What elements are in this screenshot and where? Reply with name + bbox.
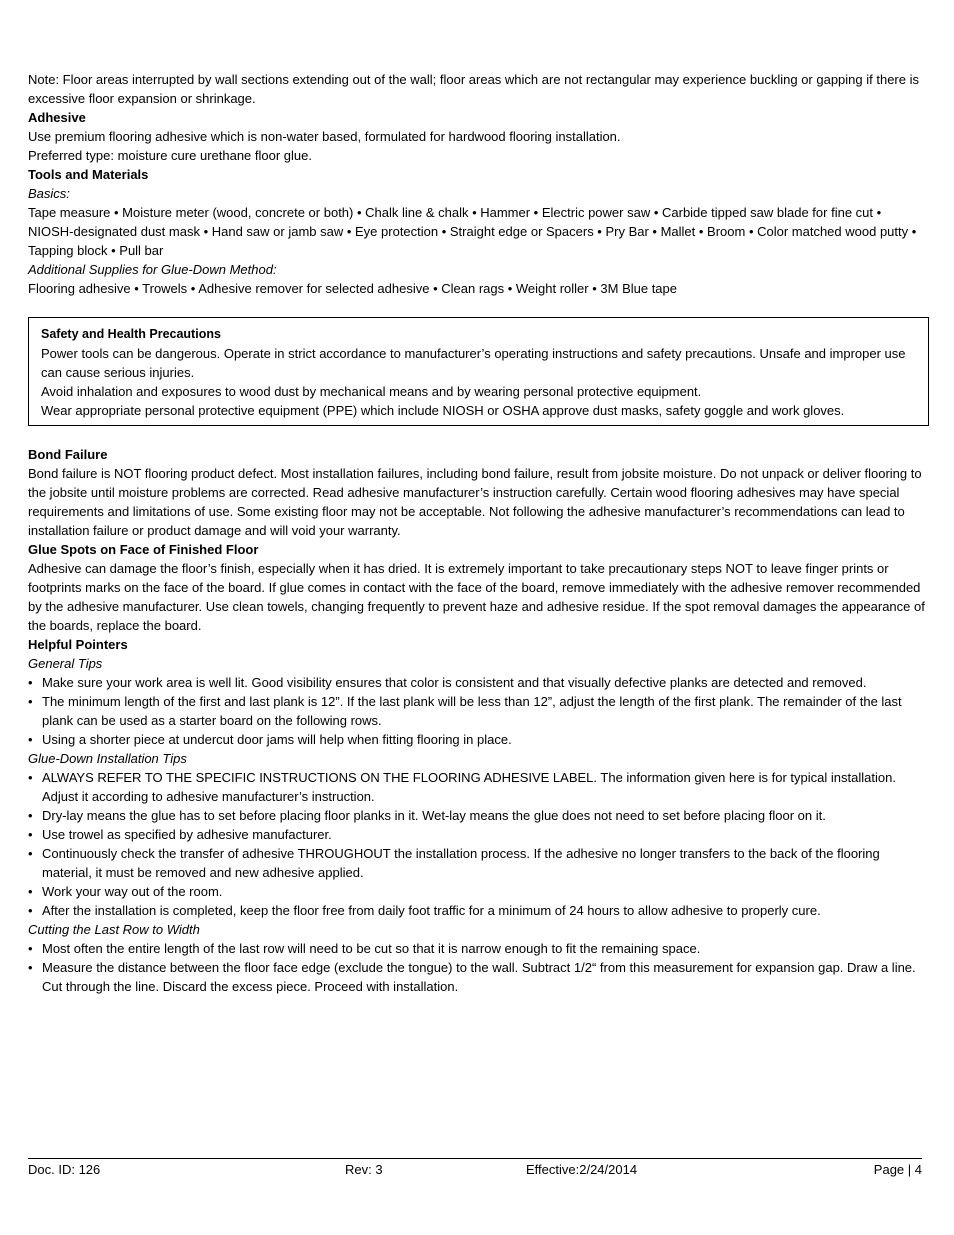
list-item: • Use trowel as specified by adhesive manufacturer. [28, 825, 930, 844]
effective-date: Effective:2/24/2014 [526, 1162, 638, 1177]
safety-line-1: Power tools can be dangerous. Operate in strict accordance to manufacturer’s operating instructions and safety precautions. Unsafe and improper use can cause serious injuries. [41, 346, 906, 380]
adhesive-line-1: Use premium flooring adhesive which is non-water based, formulated for hardwood flooring installation. [28, 129, 621, 144]
page-footer [28, 1158, 922, 1181]
bond-failure-heading: Bond Failure [28, 447, 108, 462]
cutting-last-row-list [28, 939, 930, 996]
note-paragraph: Note: Floor areas interrupted by wall sections extending out of the wall; floor areas which are not rectangular may experience buckling or gapping if there is excessive floor expansion or shrinkage. [28, 72, 919, 106]
basics-text: Tape measure • Moisture meter (wood, concrete or both) • Chalk line & chalk • Hammer • Electric power saw • Carbide tipped saw blade for fine cut • NIOSH-designated dust mask • Hand saw or jamb saw • Eye protection • Straight edge or Spacers • Pry Bar • Mallet • Broom • Color matched wood putty • Tapping block • Pull bar [28, 205, 917, 258]
additional-supplies-label: Additional Supplies for Glue-Down Method: [28, 262, 277, 277]
bond-failure-text: Bond failure is NOT flooring product defect. Most installation failures, including bond failure, result from jobsite moisture. Do not unpack or deliver flooring to the jobsite until moisture problems are corrected. Read adhesive manufacturer’s instruction carefully. Certain wood flooring adhesives may have special requirements and limitations of use. Some existing floor may not be acceptable. Not following the adhesive manufacturer’s recommendations can lead to installation failure or product damage and will void your warranty. [28, 466, 922, 538]
helpful-pointers-heading: Helpful Pointers [28, 637, 128, 652]
list-item: • The minimum length of the first and last plank is 12”. If the last plank will be less than 12”, adjust the length of the first plank. The remainder of the last plank can be used as a starter board on the following rows. [28, 692, 930, 730]
glue-spots-text: Adhesive can damage the floor’s finish, especially when it has dried. It is extremely important to take precautionary steps NOT to leave finger prints or footprints marks on the face of the board. If glue comes in contact with the face of the board, remove immediately with the adhesive remover recommended by the adhesive manufacturer. Use clean towels, changing frequently to prevent haze and adhesive residue. If the spot removal damages the appearance of the boards, replace the board. [28, 561, 925, 633]
safety-line-3: Wear appropriate personal protective equipment (PPE) which include NIOSH or OSHA approve dust masks, safety goggle and work gloves. [41, 403, 845, 418]
list-item: • Most often the entire length of the last row will need to be cut so that it is narrow enough to fit the remaining space. [28, 939, 930, 958]
list-item: • Make sure your work area is well lit. Good visibility ensures that color is consistent and that visually defective planks are detected and removed. [28, 673, 930, 692]
page-number: Page | 4 [873, 1162, 922, 1177]
adhesive-line-2: Preferred type: moisture cure urethane floor glue. [28, 148, 312, 163]
glue-down-tips-list [28, 768, 930, 920]
basics-label: Basics: [28, 186, 70, 201]
list-item: • After the installation is completed, keep the floor free from daily foot traffic for a minimum of 24 hours to allow adhesive to properly cure. [28, 901, 930, 920]
list-item: • ALWAYS REFER TO THE SPECIFIC INSTRUCTIONS ON THE FLOORING ADHESIVE LABEL. The information given here is for typical installation. Adjust it according to adhesive manufacturer’s instruction. [28, 768, 930, 806]
general-tips-label: General Tips [28, 656, 103, 671]
glue-down-tips-label: Glue-Down Installation Tips [28, 751, 187, 766]
list-item: • Work your way out of the room. [28, 882, 930, 901]
revision: Rev: 3 [345, 1162, 383, 1177]
list-item: • Continuously check the transfer of adhesive THROUGHOUT the installation process. If the adhesive no longer transfers to the back of the flooring material, it must be removed and new adhesive applied. [28, 844, 930, 882]
glue-spots-heading: Glue Spots on Face of Finished Floor [28, 542, 259, 557]
list-item: • Using a shorter piece at undercut door jams will help when fitting flooring in place. [28, 730, 930, 749]
additional-supplies-text: Flooring adhesive • Trowels • Adhesive remover for selected adhesive • Clean rags • Weight roller • 3M Blue tape [28, 281, 677, 296]
safety-line-2: Avoid inhalation and exposures to wood dust by mechanical means and by wearing personal protective equipment. [41, 384, 702, 399]
safety-box [28, 317, 929, 426]
document-body [28, 70, 930, 996]
adhesive-heading: Adhesive [28, 110, 86, 125]
list-item: • Measure the distance between the floor face edge (exclude the tongue) to the wall. Subtract 1/2“ from this measurement for expansion gap. Draw a line. Cut through the line. Discard the excess piece. Proceed with installation. [28, 958, 930, 996]
list-item: • Dry-lay means the glue has to set before placing floor planks in it. Wet-lay means the glue does not need to set before placing floor on it. [28, 806, 930, 825]
safety-heading: Safety and Health Precautions [41, 327, 221, 341]
doc-id: Doc. ID: 126 [28, 1162, 101, 1177]
general-tips-list [28, 673, 930, 749]
tools-heading: Tools and Materials [28, 167, 149, 182]
cutting-last-row-label: Cutting the Last Row to Width [28, 922, 200, 937]
